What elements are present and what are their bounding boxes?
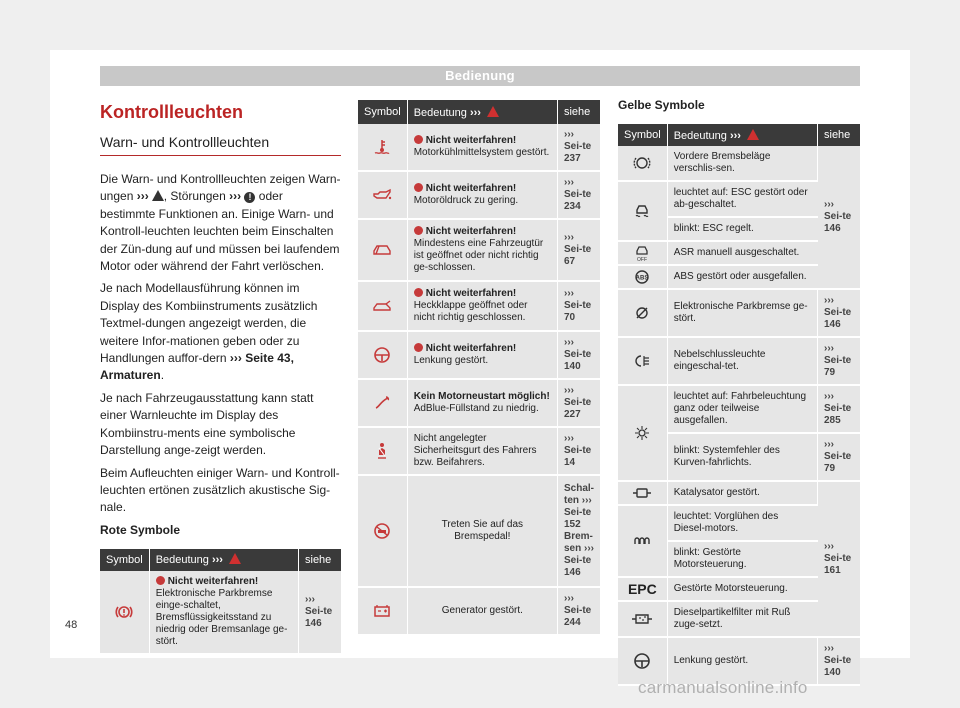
warning-triangle-icon xyxy=(229,553,241,564)
warning-triangle-icon xyxy=(152,190,164,201)
table-row: Nebelschlussleuchte eingeschal-tet. ››› Sei-te 79 xyxy=(618,337,860,385)
tailgate-open-icon xyxy=(372,299,392,313)
table-row: blinkt: Systemfehler des Kurven-fahrlichts. ››› Sei-te 79 xyxy=(618,433,860,481)
stop-dot-icon xyxy=(414,183,423,192)
table-row: blinkt: Gestörte Motorsteuerung. xyxy=(618,541,860,577)
middle-column xyxy=(358,100,600,636)
table-row: Katalysator gestört. ››› Sei-te 161 xyxy=(618,481,860,505)
lighting-icon xyxy=(633,424,651,442)
section-header: Bedienung xyxy=(100,66,860,86)
table-row: Treten Sie auf das Bremspedal! Schal-ten ››› Sei-te 152 Brem-sen ››› Sei-te 146 xyxy=(358,475,600,587)
glow-plug-icon xyxy=(632,534,652,548)
brake-pedal-icon xyxy=(373,522,391,540)
table-row: OFF ASR manuell ausgeschaltet. xyxy=(618,241,860,265)
left-column xyxy=(100,100,341,655)
table-header-row: Symbol Bedeutung ››› siehe xyxy=(618,124,860,146)
steering-yellow-icon xyxy=(633,652,651,670)
seatbelt-icon xyxy=(374,442,390,460)
page-number: 48 xyxy=(65,619,78,631)
svg-text:ABS: ABS xyxy=(636,275,649,282)
table-row: ABS ABS gestört oder ausgefallen. xyxy=(618,265,860,289)
table-row: Nicht weiterfahren! Elektronische Parkbremse einge-schaltet, Bremsflüssigkeitsstand zu niedrig oder Bremsanlage ge-stört. ››› Sei-te 146 xyxy=(100,571,341,654)
paragraph-4: Beim Aufleuchten einiger Warn- und Kontroll-leuchten ertönen zusätzlich akustische Sig-nale. xyxy=(100,465,340,515)
table-row: Generator gestört. ››› Sei-te 244 xyxy=(358,587,600,635)
abs-icon xyxy=(632,269,652,285)
table-row: Elektronische Parkbremse ge-stört. ››› Sei-te 146 xyxy=(618,289,860,337)
table-row: Vordere Bremsbeläge verschlis-sen. ››› Sei-te 146 xyxy=(618,146,860,181)
table-row: Nicht weiterfahren! Mindestens eine Fahrzeugtür ist geöffnet oder nicht richtig ge-schlossen. ››› Sei-te 67 xyxy=(358,219,600,281)
parking-brake-icon xyxy=(115,604,133,620)
table-header-row: Symbol Bedeutung ››› siehe xyxy=(100,549,341,571)
esc-icon xyxy=(633,202,651,220)
table-row: Nicht weiterfahren! Motoröldruck zu gering. ››› Sei-te 234 xyxy=(358,171,600,219)
armaturen-link[interactable]: Seite 43, Armaturen xyxy=(100,351,294,383)
watermark: carmanualsonline.info xyxy=(638,678,808,697)
yellow-symbols-table xyxy=(618,124,860,686)
right-column xyxy=(618,98,860,686)
yellow-symbols-heading: Gelbe Symbole xyxy=(618,98,705,112)
oil-pressure-icon xyxy=(372,188,392,202)
table-row: Lenkung gestört. ››› Sei-te 140 xyxy=(618,637,860,685)
table-row: leuchtet auf: ESC gestört oder ab-geschaltet. xyxy=(618,181,860,217)
paragraph-1: Die Warn- und Kontrollleuchten zeigen Warn-ungen ››› , Störungen ››› ! oder bestimmte Funktionen an. Einige Warn- und Kontroll-leuchten leuchten beim Einschalten der Zün-dung auf und müssen bei laufendem Motor oder während der Fahrt verlöschen. xyxy=(100,172,341,274)
door-open-icon xyxy=(372,243,392,257)
stop-dot-icon xyxy=(414,226,423,235)
table-header-row: Symbol Bedeutung ››› siehe xyxy=(358,100,600,124)
epb-fault-icon xyxy=(633,305,651,321)
rear-fog-icon xyxy=(633,353,651,369)
brake-pads-icon xyxy=(633,155,651,171)
table-row: EPC Gestörte Motorsteuerung. xyxy=(618,577,860,601)
table-row: blinkt: ESC regelt. xyxy=(618,217,860,241)
exclamation-circle-icon: ! xyxy=(244,192,255,203)
table-row: Nicht angelegter Sicherheitsgurt des Fahrers bzw. Beifahrers. ››› Sei-te 14 xyxy=(358,427,600,475)
table-row: leuchtet auf: Fahrbeleuchtung ganz oder teilweise ausgefallen. ››› Sei-te 285 xyxy=(618,385,860,433)
epc-icon: EPC xyxy=(618,577,667,601)
table-row: Nicht weiterfahren! Heckklappe geöffnet oder nicht richtig geschlossen. ››› Sei-te 70 xyxy=(358,281,600,331)
stop-dot-icon xyxy=(414,135,423,144)
steering-icon xyxy=(373,346,391,364)
coolant-icon xyxy=(373,139,391,155)
red-symbols-table-1 xyxy=(100,549,341,655)
table-row: Dieselpartikelfilter mit Ruß zuge-setzt. xyxy=(618,601,860,637)
svg-text:OFF: OFF xyxy=(637,257,648,262)
warning-triangle-icon xyxy=(487,106,499,117)
adblue-icon xyxy=(373,395,391,411)
table-row: Nicht weiterfahren! Motorkühlmittelsystem gestört. ››› Sei-te 237 xyxy=(358,124,600,171)
stop-dot-icon xyxy=(414,343,423,352)
section-subtitle: Warn- und Kontrollleuchten xyxy=(100,134,341,156)
stop-dot-icon xyxy=(156,576,165,585)
table-row: leuchtet: Vorglühen des Diesel-motors. xyxy=(618,505,860,541)
battery-icon xyxy=(373,604,391,618)
stop-dot-icon xyxy=(414,288,423,297)
red-symbols-table-2 xyxy=(358,100,600,636)
table-row: Nicht weiterfahren! Lenkung gestört. ››› Sei-te 140 xyxy=(358,331,600,379)
table-row: Kein Motorneustart möglich! AdBlue-Füllstand zu niedrig. ››› Sei-te 227 xyxy=(358,379,600,427)
dpf-icon xyxy=(631,612,653,626)
paragraph-3: Je nach Fahrzeugausstattung kann statt einer Warnleuchte im Display des Kombiinstru-ments eine symbolische Darstellung ange-zeigt werden. xyxy=(100,390,314,458)
page-title: Kontrollleuchten xyxy=(100,102,243,122)
paragraph-2: Je nach Modellausführung können im Display des Kombiinstruments zusätzlich Textmel-dungen angezeigt werden, die weitere Infor-mationen geben oder zu Handlungen auffor-dern ››› Seite 43, Armaturen. xyxy=(100,281,318,383)
catalyst-icon xyxy=(632,486,652,500)
warning-triangle-icon xyxy=(747,129,759,140)
intro-text xyxy=(100,171,341,517)
symbol-cell xyxy=(100,571,149,654)
asr-off-icon xyxy=(633,244,651,262)
red-symbols-heading: Rote Symbole xyxy=(100,522,181,537)
